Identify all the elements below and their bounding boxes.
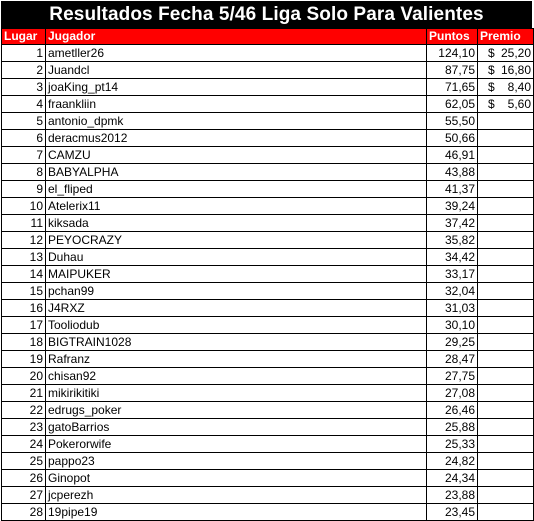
- col-header-lugar: Lugar: [2, 29, 46, 45]
- cell-puntos: 30,10: [427, 317, 478, 334]
- cell-puntos: 23,45: [427, 504, 478, 521]
- cell-premio: [478, 317, 534, 334]
- table-row: [2, 198, 534, 215]
- table-row: [2, 181, 534, 198]
- table-row: [2, 266, 534, 283]
- cell-jugador: J4RXZ: [46, 300, 427, 317]
- cell-lugar: 6: [2, 130, 46, 147]
- cell-puntos: 27,75: [427, 368, 478, 385]
- table-row: [2, 402, 534, 419]
- table-row: [2, 79, 534, 96]
- cell-premio: [478, 147, 534, 164]
- cell-premio: [478, 266, 534, 283]
- cell-lugar: 25: [2, 453, 46, 470]
- table-row: [2, 385, 534, 402]
- cell-lugar: 3: [2, 79, 46, 96]
- cell-jugador: CAMZU: [46, 147, 427, 164]
- cell-premio: [478, 283, 534, 300]
- cell-jugador: BABYALPHA: [46, 164, 427, 181]
- table-row: [2, 419, 534, 436]
- cell-lugar: 8: [2, 164, 46, 181]
- cell-lugar: 15: [2, 283, 46, 300]
- cell-jugador: Juandcl: [46, 62, 427, 79]
- cell-premio: [478, 402, 534, 419]
- cell-premio: [478, 232, 534, 249]
- cell-puntos: 31,03: [427, 300, 478, 317]
- cell-lugar: 16: [2, 300, 46, 317]
- cell-jugador: joaKing_pt14: [46, 79, 427, 96]
- cell-puntos: 27,08: [427, 385, 478, 402]
- cell-jugador: chisan92: [46, 368, 427, 385]
- cell-puntos: 25,33: [427, 436, 478, 453]
- table-row: [2, 453, 534, 470]
- cell-jugador: 19pipe19: [46, 504, 427, 521]
- table-row: [2, 283, 534, 300]
- cell-puntos: 55,50: [427, 113, 478, 130]
- cell-lugar: 11: [2, 215, 46, 232]
- cell-jugador: pchan99: [46, 283, 427, 300]
- table-row: [2, 300, 534, 317]
- cell-premio: [478, 130, 534, 147]
- cell-lugar: 19: [2, 351, 46, 368]
- table-row: [2, 130, 534, 147]
- table-row: [2, 317, 534, 334]
- cell-lugar: 1: [2, 45, 46, 62]
- cell-lugar: 28: [2, 504, 46, 521]
- cell-puntos: 62,05: [427, 96, 478, 113]
- cell-jugador: Tooliodub: [46, 317, 427, 334]
- cell-jugador: Atelerix11: [46, 198, 427, 215]
- premio-currency: $: [488, 97, 495, 111]
- cell-puntos: 26,46: [427, 402, 478, 419]
- cell-puntos: 29,25: [427, 334, 478, 351]
- table-row: [2, 215, 534, 232]
- cell-lugar: 20: [2, 368, 46, 385]
- cell-lugar: 26: [2, 470, 46, 487]
- cell-lugar: 21: [2, 385, 46, 402]
- cell-puntos: 32,04: [427, 283, 478, 300]
- table-row: [2, 334, 534, 351]
- cell-puntos: 34,42: [427, 249, 478, 266]
- cell-lugar: 17: [2, 317, 46, 334]
- cell-puntos: 24,82: [427, 453, 478, 470]
- cell-jugador: deracmus2012: [46, 130, 427, 147]
- cell-premio: [478, 96, 534, 113]
- sheet-title: Resultados Fecha 5/46 Liga Solo Para Valientes: [1, 1, 532, 28]
- cell-lugar: 2: [2, 62, 46, 79]
- cell-lugar: 5: [2, 113, 46, 130]
- cell-premio: [478, 300, 534, 317]
- cell-premio: [478, 62, 534, 79]
- cell-premio: [478, 79, 534, 96]
- table-row: [2, 147, 534, 164]
- cell-puntos: 39,24: [427, 198, 478, 215]
- cell-jugador: BIGTRAIN1028: [46, 334, 427, 351]
- cell-premio: [478, 436, 534, 453]
- table-row: [2, 62, 534, 79]
- cell-puntos: 25,88: [427, 419, 478, 436]
- cell-puntos: 124,10: [427, 45, 478, 62]
- cell-jugador: Duhau: [46, 249, 427, 266]
- cell-jugador: MAIPUKER: [46, 266, 427, 283]
- premio-currency: $: [488, 63, 495, 77]
- premio-amount: 25,20: [500, 46, 531, 60]
- cell-premio: [478, 164, 534, 181]
- premio-amount: 16,80: [500, 63, 531, 77]
- cell-lugar: 22: [2, 402, 46, 419]
- cell-lugar: 24: [2, 436, 46, 453]
- col-header-puntos: Puntos: [427, 29, 478, 45]
- cell-puntos: 24,34: [427, 470, 478, 487]
- premio-currency: $: [488, 80, 495, 94]
- cell-puntos: 87,75: [427, 62, 478, 79]
- table-row: [2, 436, 534, 453]
- cell-jugador: gatoBarrios: [46, 419, 427, 436]
- cell-premio: [478, 487, 534, 504]
- cell-puntos: 33,17: [427, 266, 478, 283]
- cell-jugador: Rafranz: [46, 351, 427, 368]
- results-body: [2, 45, 534, 521]
- cell-premio: [478, 334, 534, 351]
- cell-jugador: Ginopot: [46, 470, 427, 487]
- cell-jugador: mikirikitiki: [46, 385, 427, 402]
- cell-jugador: PEYOCRAZY: [46, 232, 427, 249]
- cell-lugar: 27: [2, 487, 46, 504]
- cell-puntos: 35,82: [427, 232, 478, 249]
- table-row: [2, 249, 534, 266]
- cell-premio: [478, 113, 534, 130]
- table-row: [2, 96, 534, 113]
- cell-premio: [478, 351, 534, 368]
- cell-premio: [478, 453, 534, 470]
- cell-jugador: fraankliin: [46, 96, 427, 113]
- cell-puntos: 43,88: [427, 164, 478, 181]
- results-table: [1, 28, 534, 521]
- cell-premio: [478, 419, 534, 436]
- table-row: [2, 487, 534, 504]
- cell-jugador: jcperezh: [46, 487, 427, 504]
- col-header-jugador: Jugador: [46, 29, 427, 45]
- cell-jugador: el_fliped: [46, 181, 427, 198]
- cell-lugar: 4: [2, 96, 46, 113]
- cell-premio: [478, 215, 534, 232]
- cell-premio: [478, 385, 534, 402]
- cell-lugar: 18: [2, 334, 46, 351]
- cell-premio: [478, 249, 534, 266]
- cell-lugar: 7: [2, 147, 46, 164]
- table-row: [2, 368, 534, 385]
- header-row: [2, 29, 534, 45]
- cell-jugador: antonio_dpmk: [46, 113, 427, 130]
- cell-jugador: Pokerorwife: [46, 436, 427, 453]
- cell-puntos: 23,88: [427, 487, 478, 504]
- cell-lugar: 12: [2, 232, 46, 249]
- cell-premio: [478, 45, 534, 62]
- table-row: [2, 470, 534, 487]
- cell-puntos: 28,47: [427, 351, 478, 368]
- cell-premio: [478, 470, 534, 487]
- premio-amount: 5,60: [507, 97, 531, 111]
- premio-amount: 8,40: [507, 80, 531, 94]
- col-header-premio: Premio: [478, 29, 534, 45]
- cell-puntos: 41,37: [427, 181, 478, 198]
- cell-premio: [478, 504, 534, 521]
- table-row: [2, 45, 534, 62]
- table-row: [2, 351, 534, 368]
- cell-jugador: edrugs_poker: [46, 402, 427, 419]
- cell-premio: [478, 181, 534, 198]
- cell-lugar: 13: [2, 249, 46, 266]
- premio-currency: $: [488, 46, 495, 60]
- cell-premio: [478, 198, 534, 215]
- cell-puntos: 71,65: [427, 79, 478, 96]
- table-row: [2, 504, 534, 521]
- cell-puntos: 50,66: [427, 130, 478, 147]
- cell-lugar: 9: [2, 181, 46, 198]
- cell-jugador: ametller26: [46, 45, 427, 62]
- table-row: [2, 232, 534, 249]
- cell-jugador: pappo23: [46, 453, 427, 470]
- cell-lugar: 10: [2, 198, 46, 215]
- cell-puntos: 37,42: [427, 215, 478, 232]
- cell-lugar: 23: [2, 419, 46, 436]
- table-row: [2, 113, 534, 130]
- cell-jugador: kiksada: [46, 215, 427, 232]
- cell-premio: [478, 368, 534, 385]
- table-row: [2, 164, 534, 181]
- cell-lugar: 14: [2, 266, 46, 283]
- cell-puntos: 46,91: [427, 147, 478, 164]
